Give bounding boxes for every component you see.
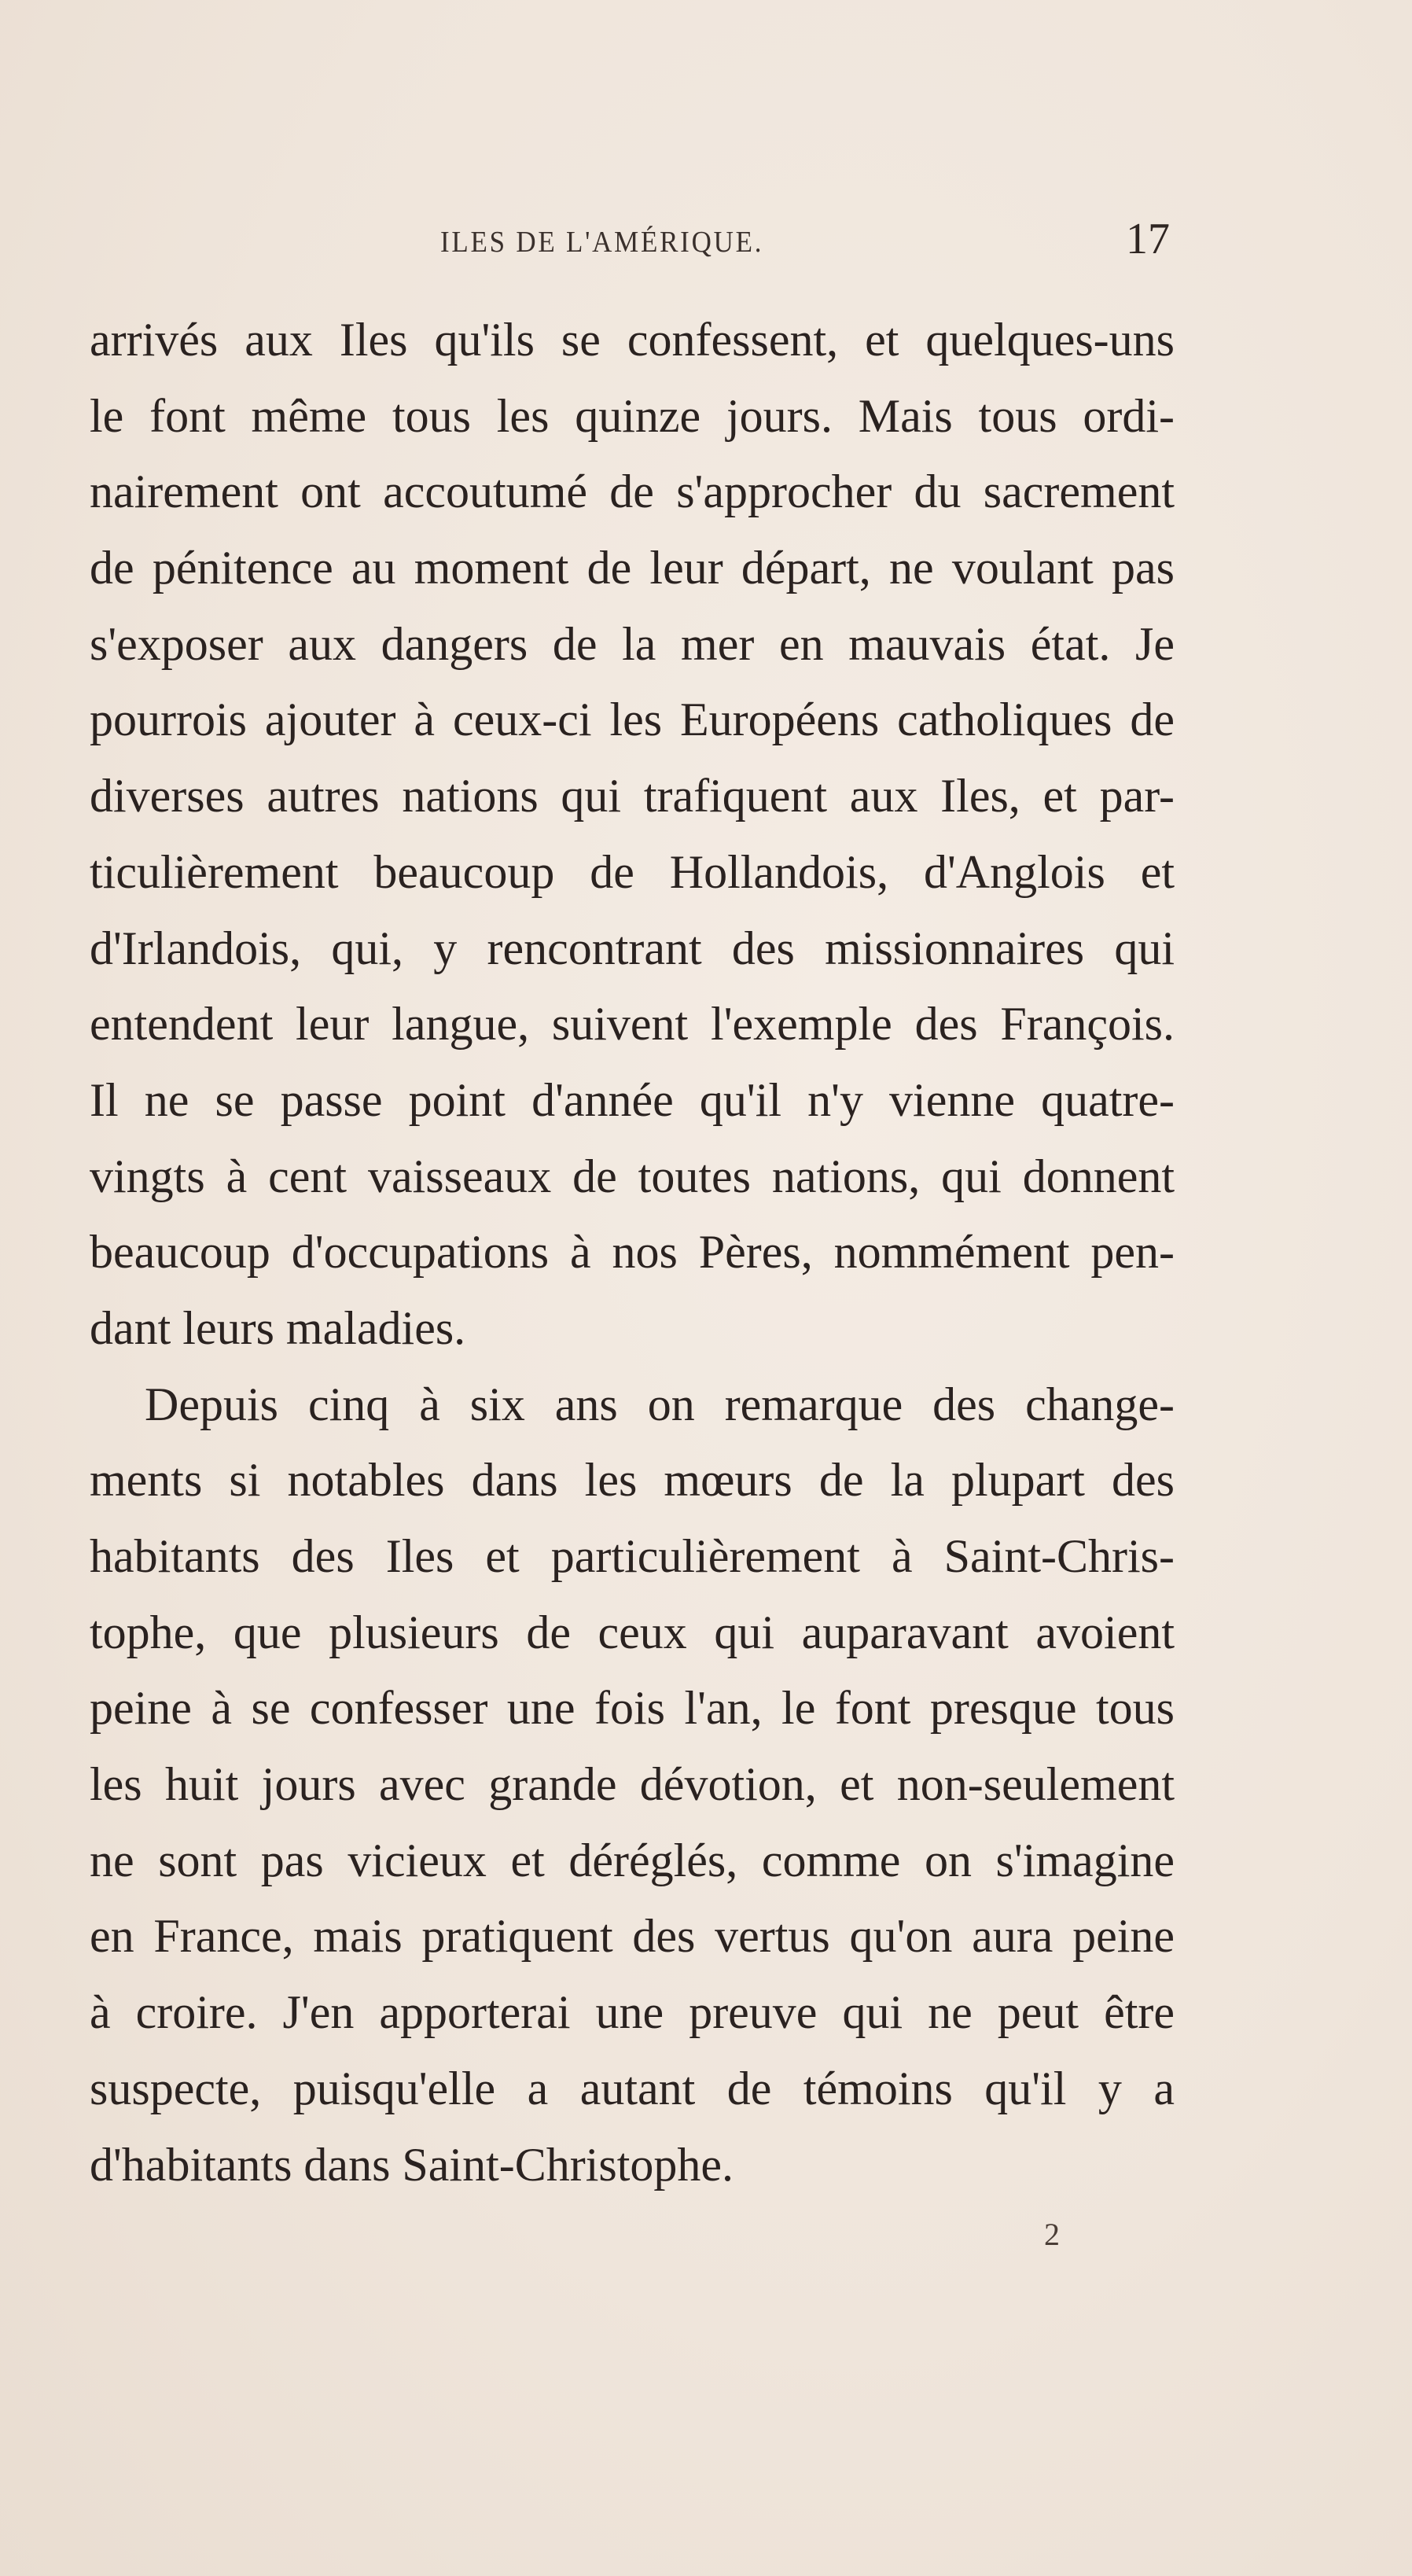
text-line: suspecte, puisqu'elle a autant de témoins qu'il y a bbox=[90, 2062, 1175, 2114]
signature-mark: 2 bbox=[1044, 2217, 1060, 2252]
text-line: d'habitants dans Saint-Christophe. bbox=[90, 2138, 734, 2191]
text-line: pourrois ajouter à ceux-ci les Européens catholiques de bbox=[90, 694, 1175, 746]
text-line: en France, mais pratiquent des vertus qu'on aura peine bbox=[90, 1910, 1175, 1963]
text-line: entendent leur langue, suivent l'exemple des François. bbox=[90, 998, 1175, 1051]
text-line: habitants des Iles et particulièrement à Saint-Chris- bbox=[90, 1530, 1175, 1582]
text-line: ne sont pas vicieux et déréglés, comme on s'imagine bbox=[90, 1834, 1175, 1886]
text-line: Il ne se passe point d'année qu'il n'y vienne quatre- bbox=[90, 1073, 1175, 1126]
text-line: les huit jours avec grande dévotion, et non-seulement bbox=[90, 1758, 1175, 1811]
text-line: à croire. J'en apporterai une preuve qui ne peut être bbox=[90, 1986, 1175, 2039]
text-line: dant leurs maladies. bbox=[90, 1301, 466, 1354]
text-line: le font même tous les quinze jours. Mais tous ordi- bbox=[90, 389, 1175, 442]
text-line: s'exposer aux dangers de la mer en mauvais état. Je bbox=[90, 617, 1175, 670]
text-line: d'Irlandois, qui, y rencontrant des missionnaires qui bbox=[90, 922, 1175, 974]
text-line: nairement ont accoutumé de s'approcher du sacrement bbox=[90, 466, 1175, 518]
body-text bbox=[90, 302, 1175, 2202]
text-line: diverses autres nations qui trafiquent aux Iles, et par- bbox=[90, 770, 1175, 822]
running-head: ILES DE L'AMÉRIQUE. bbox=[440, 226, 764, 259]
text-line: Depuis cinq à six ans on remarque des change- bbox=[145, 1378, 1175, 1430]
text-line: arrivés aux Iles qu'ils se confessent, et quelques-uns bbox=[90, 314, 1175, 366]
text-line: ments si notables dans les mœurs de la plupart des bbox=[90, 1454, 1175, 1507]
text-line: beaucoup d'occupations à nos Pères, nommément pen- bbox=[90, 1226, 1175, 1279]
text-line: peine à se confesser une fois l'an, le font presque tous bbox=[90, 1682, 1175, 1735]
text-line: tophe, que plusieurs de ceux qui auparavant avoient bbox=[90, 1606, 1175, 1658]
page-number: 17 bbox=[1126, 215, 1170, 263]
text-line: ticulièrement beaucoup de Hollandois, d'Anglois et bbox=[90, 845, 1175, 898]
text-line: de pénitence au moment de leur départ, ne voulant pas bbox=[90, 542, 1175, 594]
text-line: vingts à cent vaisseaux de toutes nations, qui donnent bbox=[90, 1150, 1175, 1202]
